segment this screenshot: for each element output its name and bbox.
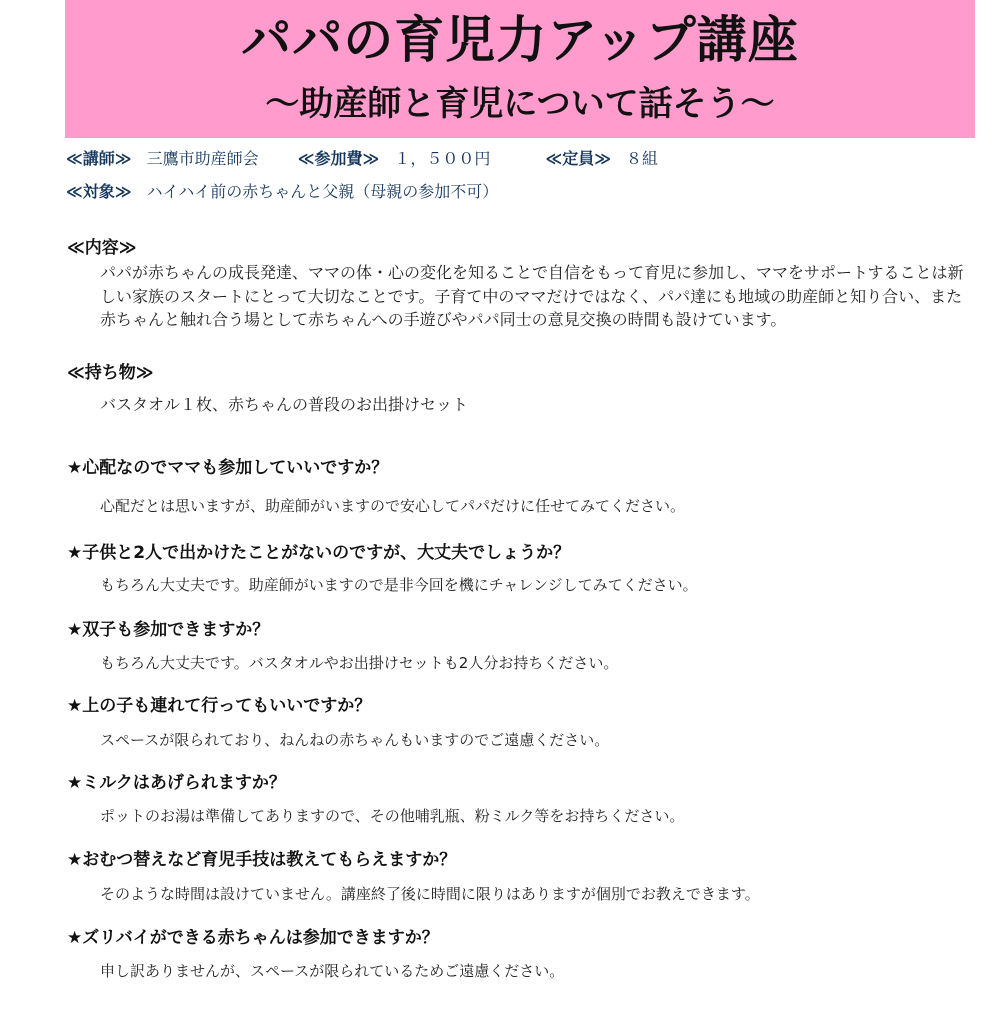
faq-question: ★双子も参加できますか？ xyxy=(67,620,270,640)
instructor-value: 三鷹市助産師会 xyxy=(146,149,259,168)
belongings-text: バスタオル１枚、赤ちゃんの普段のお出掛けセット xyxy=(100,395,469,414)
info-row-2 xyxy=(66,181,504,203)
belongings-heading: ≪持ち物≫ xyxy=(67,363,154,383)
target-label: ≪対象≫ xyxy=(66,182,132,201)
faq-question: ★おむつ替えなど育児手技は教えてもらえますか？ xyxy=(67,850,457,870)
capacity-value: ８組 xyxy=(626,149,659,168)
faq-question: ★ミルクはあげられますか？ xyxy=(67,773,286,793)
header-banner xyxy=(65,0,975,138)
faq-answer: もちろん大丈夫です。バスタオルやお出掛けセットも2人分お持ちください。 xyxy=(100,654,619,672)
faq-question: ★上の子も連れて行ってもいいですか？ xyxy=(67,696,372,716)
faq-answer: ポットのお湯は準備してありますので、その他哺乳瓶、粉ミルク等をお持ちください。 xyxy=(100,807,685,825)
faq-answer: 心配だとは思いますが、助産師がいますので安心してパパだけに任せてみてください。 xyxy=(100,497,686,515)
page-subtitle: ～助産師と育児について話そう～ xyxy=(265,84,775,124)
fee-value: １，５００円 xyxy=(394,149,491,168)
content-heading: ≪内容≫ xyxy=(67,238,137,258)
page-title: パパの育児力アップ講座 xyxy=(241,11,799,69)
info-row-1 xyxy=(66,148,664,170)
faq-answer: 申し訳ありませんが、スペースが限られているためご遠慮ください。 xyxy=(100,962,565,980)
faq-question: ★ズリバイができる赤ちゃんは参加できますか？ xyxy=(67,928,439,948)
fee-label: ≪参加費≫ xyxy=(297,149,380,168)
faq-answer: そのような時間は設けていません。講座終了後に時間に限りはありますが個別でお教えできます。 xyxy=(100,885,760,903)
faq-answer: スペースが限られており、ねんねの赤ちゃんもいますのでご遠慮ください。 xyxy=(100,731,610,749)
capacity-label: ≪定員≫ xyxy=(545,149,611,168)
content-text: パパが赤ちゃんの成長発達、ママの体・心の変化を知ることで自信をもって育児に参加し、ママをサポートすることは新しい家族のスタートにとって大切なことです。子育て中のママだけではなく、パパ達にも地域の助産師と知り合い、また赤ちゃんと触れ合う場として赤ちゃんへの手遊びやパパ同士の意見交換の時間も設けています。 xyxy=(100,263,964,329)
instructor-label: ≪講師≫ xyxy=(66,149,132,168)
faq-question: ★心配なのでママも参加していいですか？ xyxy=(67,458,389,478)
faq-question: ★子供と2人で出かけたことがないのですが、大丈夫でしょうか？ xyxy=(67,543,571,563)
faq-answer: もちろん大丈夫です。助産師がいますので是非今回を機にチャレンジしてみてください。 xyxy=(100,576,698,594)
target-value: ハイハイ前の赤ちゃんと父親（母親の参加不可） xyxy=(146,182,499,201)
